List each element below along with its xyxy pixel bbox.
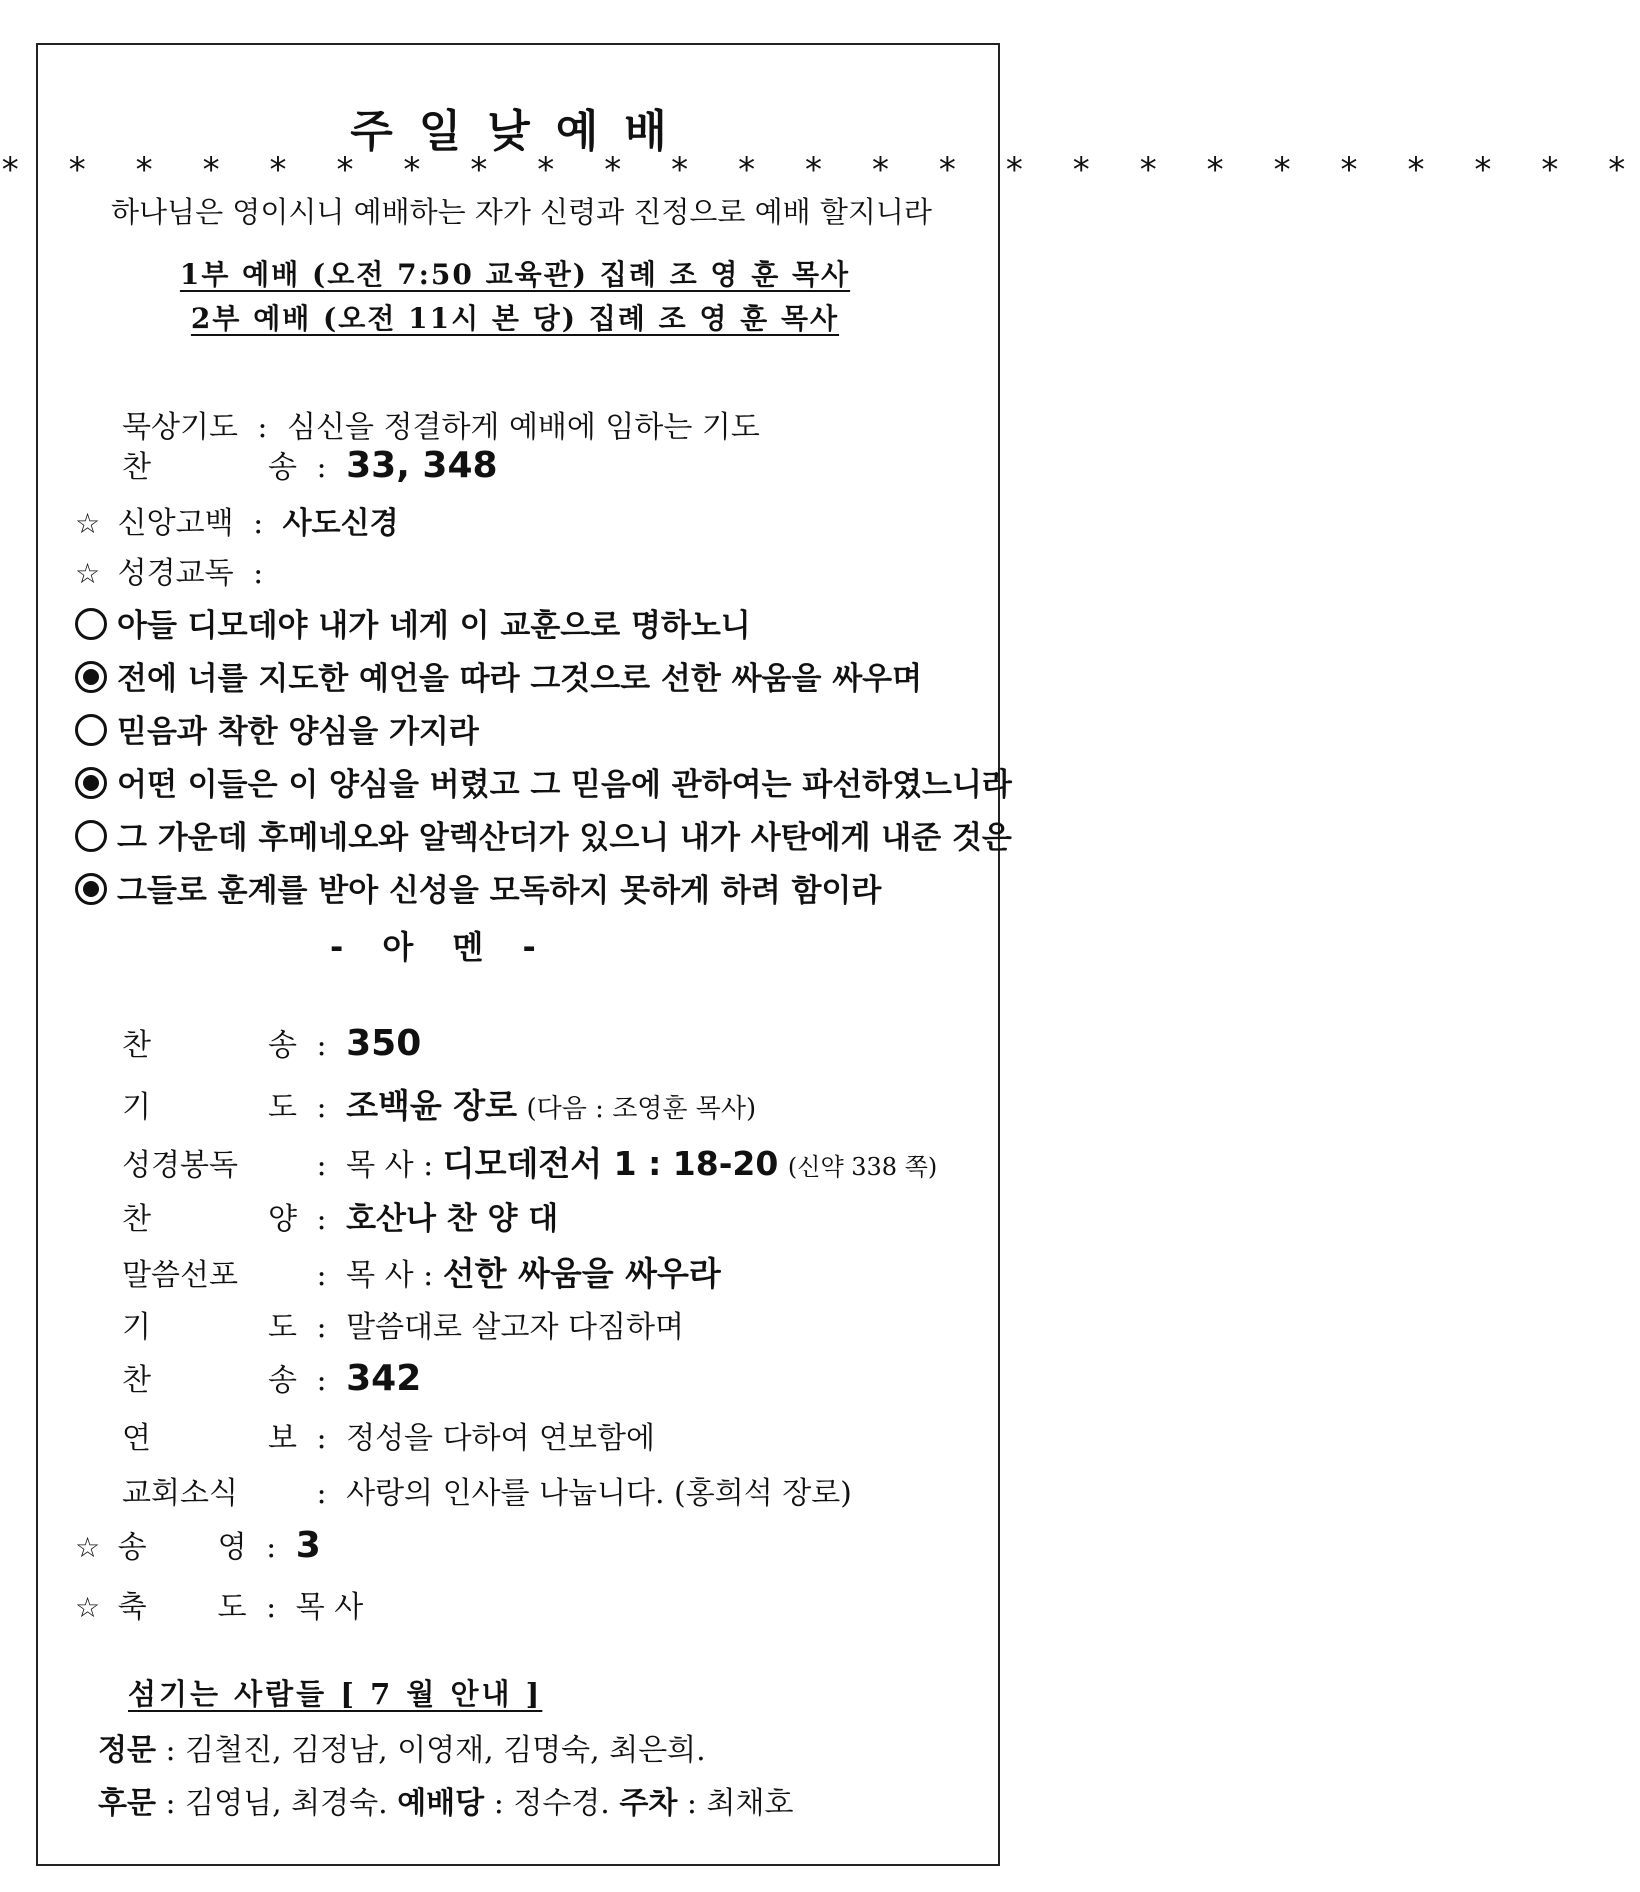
star-icon: ☆ — [75, 1591, 101, 1624]
offering-row — [122, 1413, 655, 1457]
creed-row — [75, 498, 399, 542]
sermon-label: 말씀선포 — [122, 1258, 238, 1293]
closing-prayer-row — [122, 1302, 684, 1346]
colon: : — [253, 506, 264, 541]
colon: : — [316, 450, 327, 485]
hymn-value: 350 — [346, 1023, 422, 1064]
choir-value: 호산나 찬 양 대 — [346, 1201, 559, 1237]
parking-label: 주차 — [619, 1786, 678, 1821]
sanctuary-names: : 정수경. — [493, 1786, 610, 1821]
colon: : — [266, 1530, 277, 1565]
star-icon: ☆ — [75, 557, 101, 590]
scripture-note: (신약 338 쪽) — [787, 1153, 938, 1181]
back-door-label: 후문 — [98, 1786, 156, 1821]
service-second: 2부 예배 (오전 11시 본 당) 집례 조 영 훈 목사 — [190, 302, 840, 335]
doxology-label: 송 영 — [117, 1530, 247, 1565]
hymn-label: 찬 송 — [122, 1028, 297, 1063]
doxology-row — [75, 1522, 321, 1566]
parking-names: : 최채호 — [686, 1786, 794, 1821]
prayer-note: (다음 : 조영훈 목사) — [526, 1094, 757, 1124]
filled-circle-icon — [75, 873, 107, 905]
colon: : — [316, 1310, 327, 1345]
front-door-names: : 김철진, 김정남, 이영재, 김명숙, 최은희. — [165, 1733, 706, 1768]
silent-prayer-label: 묵상기도 — [122, 410, 238, 445]
open-circle-icon — [75, 820, 107, 852]
colon: : — [316, 1202, 327, 1237]
opening-hymn-value: 33, 348 — [346, 445, 498, 486]
creed-value: 사도신경 — [282, 506, 399, 541]
scripture-pastor: 목 사 : — [346, 1148, 434, 1183]
scripture-row — [122, 1138, 937, 1185]
prayer-value: 조백윤 장로 — [346, 1086, 517, 1125]
creed-label: 신앙고백 — [117, 506, 234, 541]
news-label: 교회소식 — [122, 1476, 238, 1511]
reading-line: 아들 디모데야 내가 네게 이 교훈으로 명하노니 — [75, 600, 751, 645]
service-first: 1부 예배 (오전 7:50 교육관) 집례 조 영 훈 목사 — [179, 258, 851, 291]
reading-line: 믿음과 착한 양심을 가지라 — [75, 706, 479, 751]
opening-hymn-label: 찬 송 — [122, 450, 297, 485]
hymn2-value: 342 — [346, 1358, 422, 1399]
header-verse: 하나님은 영이시니 예배하는 자가 신령과 진정으로 예배 할지니라 — [111, 195, 932, 229]
reading-line: 전에 너를 지도한 예언을 따라 그것으로 선한 싸움을 싸우며 — [75, 653, 922, 698]
prayer-label: 기 도 — [122, 1090, 297, 1125]
closing-prayer-label: 기 도 — [122, 1310, 297, 1345]
ushers-heading: 섬기는 사람들 [ 7 월 안내 ] — [128, 1677, 543, 1711]
colon: : — [253, 556, 264, 591]
sanctuary-label: 예배당 — [397, 1786, 485, 1821]
colon: : — [316, 1258, 327, 1293]
colon: : — [316, 1090, 327, 1125]
closing-prayer-value: 말씀대로 살고자 다짐하며 — [346, 1310, 684, 1345]
offering-value: 정성을 다하여 연보함에 — [346, 1421, 655, 1456]
open-circle-icon — [75, 608, 107, 640]
filled-circle-icon — [75, 767, 107, 799]
news-value: 사랑의 인사를 나눕니다. (홍희석 장로) — [346, 1476, 852, 1511]
reading-line: 그들로 훈계를 받아 신성을 모독하지 못하게 하려 함이라 — [75, 865, 881, 910]
colon: : — [257, 410, 268, 445]
hymn-row — [122, 1020, 421, 1064]
sermon-pastor: 목 사 : — [346, 1258, 434, 1293]
hymn2-label: 찬 송 — [122, 1363, 297, 1398]
benediction-label: 축 도 — [117, 1590, 247, 1625]
front-door-label: 정문 — [98, 1733, 156, 1768]
doxology-value: 3 — [295, 1525, 321, 1566]
sermon-row — [122, 1248, 721, 1295]
opening-hymn-row — [122, 442, 498, 486]
benediction-row — [75, 1582, 363, 1626]
colon: : — [316, 1148, 327, 1183]
reading-row — [75, 548, 273, 592]
colon: : — [316, 1421, 327, 1456]
star-icon: ☆ — [75, 507, 101, 540]
sermon-title: 선한 싸움을 싸우라 — [442, 1254, 721, 1293]
prayer-row — [122, 1080, 756, 1127]
back-door-row — [98, 1778, 793, 1822]
front-door-row — [98, 1725, 706, 1769]
choir-label: 찬 양 — [122, 1202, 297, 1237]
offering-label: 연 보 — [122, 1421, 297, 1456]
back-door-names: : 김영님, 최경숙. — [165, 1786, 388, 1821]
reading-label: 성경교독 — [117, 556, 234, 591]
silent-prayer-text: 심신을 정결하게 예배에 임하는 기도 — [287, 410, 760, 445]
star-divider: * * * * * * * * * * * * * * * * * * * * * * * * * — [0, 150, 1640, 190]
reading-line: 어떤 이들은 이 양심을 버렸고 그 믿음에 관하여는 파선하였느니라 — [75, 759, 1012, 804]
benediction-value: 목 사 — [295, 1590, 364, 1625]
reading-line: 그 가운데 후메네오와 알렉산더가 있으니 내가 사탄에게 내준 것은 — [75, 812, 1012, 857]
scripture-label: 성경봉독 — [122, 1148, 238, 1183]
hymn2-row — [122, 1355, 421, 1399]
colon: : — [316, 1476, 327, 1511]
amen: - 아 멘 - — [330, 928, 550, 966]
star-icon: ☆ — [75, 1531, 101, 1564]
filled-circle-icon — [75, 661, 107, 693]
colon: : — [316, 1028, 327, 1063]
scripture-value: 디모데전서 1 : 18-20 — [442, 1144, 779, 1183]
colon: : — [316, 1363, 327, 1398]
page-title: 주일낮예배 — [350, 106, 693, 157]
news-row — [122, 1468, 852, 1512]
silent-prayer-row — [122, 402, 760, 446]
open-circle-icon — [75, 714, 107, 746]
colon: : — [266, 1590, 277, 1625]
choir-row — [122, 1193, 558, 1238]
